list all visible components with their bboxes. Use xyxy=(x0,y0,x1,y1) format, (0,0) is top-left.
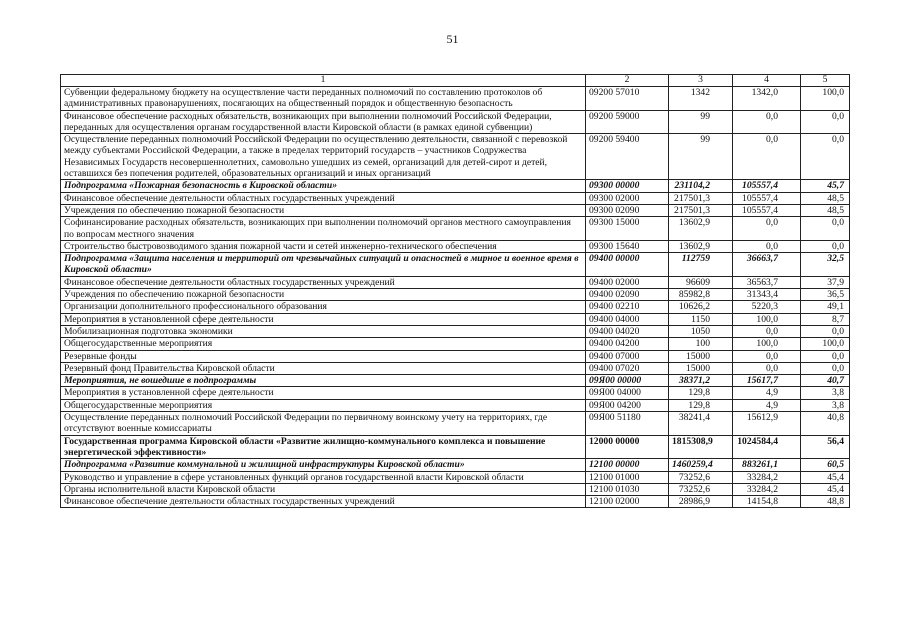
row-value-col4: 105557,4 xyxy=(733,180,801,192)
row-value-col4: 0,0 xyxy=(733,134,801,180)
table-row xyxy=(61,399,850,411)
table-row xyxy=(61,325,850,337)
row-name-cell: Организации дополнительного профессионального образования xyxy=(61,301,586,313)
row-value-col5: 56,4 xyxy=(801,435,850,459)
row-value-col3: 231104,2 xyxy=(669,180,733,192)
row-name-cell: Подпрограмма «Пожарная безопасность в Кировской области» xyxy=(61,180,586,192)
row-value-col5: 45,4 xyxy=(801,471,850,483)
table-row xyxy=(61,180,850,192)
table-row xyxy=(61,375,850,387)
table-row xyxy=(61,435,850,459)
row-code-cell: 09300 02090 xyxy=(586,204,669,216)
table-row xyxy=(61,204,850,216)
row-value-col4: 0,0 xyxy=(733,240,801,252)
row-value-col3: 1460259,4 xyxy=(669,459,733,471)
row-value-col5: 45,4 xyxy=(801,483,850,495)
row-value-col4: 105557,4 xyxy=(733,192,801,204)
row-value-col4: 31343,4 xyxy=(733,289,801,301)
row-value-col4: 15617,7 xyxy=(733,375,801,387)
row-value-col5: 48,5 xyxy=(801,204,850,216)
table-row xyxy=(61,192,850,204)
row-name-cell: Осуществление переданных полномочий Российской Федерации по осуществлению деятельности, связанной с перевозкой между субъектами Российской Федерации, а также в пределах территорий государств – участников Содружества Независимых Государств несовершеннолетних, самовольно ушедших из семей, организаций для детей-сирот и детей, оставшихся без попечения родителей, образовательных организаций и иных организаций xyxy=(61,134,586,180)
row-value-col4: 0,0 xyxy=(733,362,801,374)
table-row xyxy=(61,289,850,301)
row-value-col5: 45,7 xyxy=(801,180,850,192)
row-value-col3: 73252,6 xyxy=(669,483,733,495)
row-value-col4: 0,0 xyxy=(733,217,801,241)
row-value-col3: 1815308,9 xyxy=(669,435,733,459)
row-name-cell: Осуществление переданных полномочий Российской Федерации по первичному воинскому учету на территориях, где отсутствуют военные комиссариаты xyxy=(61,412,586,436)
row-value-col5: 3,8 xyxy=(801,399,850,411)
row-code-cell: 09300 15640 xyxy=(586,240,669,252)
row-code-cell: 12000 00000 xyxy=(586,435,669,459)
row-code-cell: 12100 01030 xyxy=(586,483,669,495)
row-code-cell: 12100 00000 xyxy=(586,459,669,471)
row-value-col4: 14154,8 xyxy=(733,496,801,508)
row-name-cell: Мероприятия, не вошедшие в подпрограммы xyxy=(61,375,586,387)
row-value-col5: 0,0 xyxy=(801,325,850,337)
row-value-col4: 36563,7 xyxy=(733,276,801,288)
table-row xyxy=(61,471,850,483)
row-value-col3: 10626,2 xyxy=(669,301,733,313)
row-value-col5: 3,8 xyxy=(801,387,850,399)
row-value-col5: 37,9 xyxy=(801,276,850,288)
row-value-col5: 0,0 xyxy=(801,350,850,362)
table-row xyxy=(61,412,850,436)
row-name-cell: Мобилизационная подготовка экономики xyxy=(61,325,586,337)
row-name-cell: Органы исполнительной власти Кировской области xyxy=(61,483,586,495)
row-name-cell: Общегосударственные мероприятия xyxy=(61,399,586,411)
column-header: 3 xyxy=(669,75,733,87)
row-value-col4: 4,9 xyxy=(733,387,801,399)
row-name-cell: Подпрограмма «Защита населения и территорий от чрезвычайных ситуаций и опасностей в мирное и военное время в Кировской области» xyxy=(61,253,586,277)
column-header: 2 xyxy=(586,75,669,87)
row-value-col3: 38241,4 xyxy=(669,412,733,436)
row-value-col3: 217501,3 xyxy=(669,192,733,204)
row-code-cell: 09400 07020 xyxy=(586,362,669,374)
row-value-col5: 100,0 xyxy=(801,87,850,111)
row-value-col4: 33284,2 xyxy=(733,471,801,483)
row-name-cell: Подпрограмма «Развитие коммунальной и жилищной инфраструктуры Кировской области» xyxy=(61,459,586,471)
row-value-col5: 40,8 xyxy=(801,412,850,436)
row-code-cell: 09200 57010 xyxy=(586,87,669,111)
row-value-col3: 129,8 xyxy=(669,387,733,399)
column-header: 5 xyxy=(801,75,850,87)
row-value-col5: 48,5 xyxy=(801,192,850,204)
row-value-col4: 100,0 xyxy=(733,338,801,350)
row-value-col4: 15612,9 xyxy=(733,412,801,436)
row-value-col5: 8,7 xyxy=(801,313,850,325)
row-value-col5: 40,7 xyxy=(801,375,850,387)
row-value-col4: 5220,3 xyxy=(733,301,801,313)
table-row xyxy=(61,134,850,180)
row-value-col3: 129,8 xyxy=(669,399,733,411)
row-code-cell: 12100 01000 xyxy=(586,471,669,483)
table-row xyxy=(61,350,850,362)
row-name-cell: Руководство и управление в сфере установленных функций органов государственной власти Кировской области xyxy=(61,471,586,483)
table-row xyxy=(61,110,850,134)
row-name-cell: Учреждения по обеспечению пожарной безопасности xyxy=(61,289,586,301)
row-value-col4: 0,0 xyxy=(733,325,801,337)
row-value-col5: 32,5 xyxy=(801,253,850,277)
row-value-col3: 28986,9 xyxy=(669,496,733,508)
table-row xyxy=(61,362,850,374)
row-value-col5: 0,0 xyxy=(801,240,850,252)
row-value-col3: 15000 xyxy=(669,362,733,374)
row-code-cell: 09200 59400 xyxy=(586,134,669,180)
table-row xyxy=(61,301,850,313)
row-code-cell: 09400 04200 xyxy=(586,338,669,350)
table-row xyxy=(61,483,850,495)
row-name-cell: Мероприятия в установленной сфере деятельности xyxy=(61,387,586,399)
table-row xyxy=(61,313,850,325)
row-code-cell: 09Я00 04200 xyxy=(586,399,669,411)
row-value-col3: 100 xyxy=(669,338,733,350)
row-code-cell: 09300 15000 xyxy=(586,217,669,241)
row-code-cell: 09300 02000 xyxy=(586,192,669,204)
row-value-col3: 112759 xyxy=(669,253,733,277)
row-value-col3: 1150 xyxy=(669,313,733,325)
page-number: 51 xyxy=(446,32,459,46)
row-name-cell: Учреждения по обеспечению пожарной безопасности xyxy=(61,204,586,216)
row-value-col4: 0,0 xyxy=(733,110,801,134)
table-row xyxy=(61,240,850,252)
row-value-col3: 13602,9 xyxy=(669,240,733,252)
row-name-cell: Субвенции федеральному бюджету на осуществление части переданных полномочий по составлению протоколов об административных правонарушениях, посягающих на общественный порядок и общественную безопасность xyxy=(61,87,586,111)
row-value-col3: 99 xyxy=(669,134,733,180)
row-code-cell: 09400 02210 xyxy=(586,301,669,313)
row-value-col4: 883261,1 xyxy=(733,459,801,471)
row-value-col4: 33284,2 xyxy=(733,483,801,495)
row-value-col4: 1342,0 xyxy=(733,87,801,111)
table-row xyxy=(61,253,850,277)
row-value-col5: 100,0 xyxy=(801,338,850,350)
row-value-col5: 0,0 xyxy=(801,217,850,241)
row-value-col4: 4,9 xyxy=(733,399,801,411)
row-code-cell: 09400 07000 xyxy=(586,350,669,362)
row-code-cell: 09400 02000 xyxy=(586,276,669,288)
row-value-col4: 36663,7 xyxy=(733,253,801,277)
row-code-cell: 09200 59000 xyxy=(586,110,669,134)
row-value-col3: 38371,2 xyxy=(669,375,733,387)
row-value-col5: 48,8 xyxy=(801,496,850,508)
row-name-cell: Строительство быстровозводимого здания пожарной части и сетей инженерно-технического обеспечения xyxy=(61,240,586,252)
row-value-col3: 73252,6 xyxy=(669,471,733,483)
row-code-cell: 09Я00 00000 xyxy=(586,375,669,387)
table-row xyxy=(61,459,850,471)
row-value-col4: 105557,4 xyxy=(733,204,801,216)
budget-table xyxy=(60,74,850,508)
row-code-cell: 09Я00 04000 xyxy=(586,387,669,399)
row-code-cell: 09400 04000 xyxy=(586,313,669,325)
row-name-cell: Финансовое обеспечение деятельности областных государственных учреждений xyxy=(61,496,586,508)
table-row xyxy=(61,387,850,399)
row-name-cell: Финансовое обеспечение деятельности областных государственных учреждений xyxy=(61,276,586,288)
row-code-cell: 09400 04020 xyxy=(586,325,669,337)
row-value-col4: 1024584,4 xyxy=(733,435,801,459)
row-name-cell: Резервный фонд Правительства Кировской области xyxy=(61,362,586,374)
row-value-col3: 217501,3 xyxy=(669,204,733,216)
row-value-col3: 15000 xyxy=(669,350,733,362)
table-row xyxy=(61,276,850,288)
row-name-cell: Государственная программа Кировской области «Развитие жилищно-коммунального комплекса и повышение энергетической эффективности» xyxy=(61,435,586,459)
row-value-col3: 96609 xyxy=(669,276,733,288)
row-value-col3: 85982,8 xyxy=(669,289,733,301)
row-value-col3: 1342 xyxy=(669,87,733,111)
row-value-col5: 0,0 xyxy=(801,110,850,134)
row-value-col5: 0,0 xyxy=(801,362,850,374)
row-code-cell: 09300 00000 xyxy=(586,180,669,192)
row-code-cell: 09Я00 51180 xyxy=(586,412,669,436)
row-value-col4: 0,0 xyxy=(733,350,801,362)
row-value-col5: 60,5 xyxy=(801,459,850,471)
row-value-col3: 13602,9 xyxy=(669,217,733,241)
row-code-cell: 09400 00000 xyxy=(586,253,669,277)
row-value-col3: 99 xyxy=(669,110,733,134)
row-value-col5: 0,0 xyxy=(801,134,850,180)
row-value-col4: 100,0 xyxy=(733,313,801,325)
row-name-cell: Финансовое обеспечение расходных обязательств, возникающих при выполнении полномочий Российской Федерации, переданных для осуществления органам государственной власти Кировской области (в рамках единой субвенции) xyxy=(61,110,586,134)
table-row xyxy=(61,338,850,350)
table-row xyxy=(61,217,850,241)
row-value-col5: 36,5 xyxy=(801,289,850,301)
row-name-cell: Общегосударственные мероприятия xyxy=(61,338,586,350)
row-code-cell: 12100 02000 xyxy=(586,496,669,508)
table-header-row xyxy=(61,75,850,87)
column-header: 4 xyxy=(733,75,801,87)
row-code-cell: 09400 02090 xyxy=(586,289,669,301)
row-name-cell: Мероприятия в установленной сфере деятельности xyxy=(61,313,586,325)
row-name-cell: Софинансирование расходных обязательств, возникающих при выполнении полномочий органов местного самоуправления по вопросам местного значения xyxy=(61,217,586,241)
row-name-cell: Финансовое обеспечение деятельности областных государственных учреждений xyxy=(61,192,586,204)
row-value-col5: 49,1 xyxy=(801,301,850,313)
table-row xyxy=(61,496,850,508)
row-name-cell: Резервные фонды xyxy=(61,350,586,362)
table-row xyxy=(61,87,850,111)
row-value-col3: 1050 xyxy=(669,325,733,337)
column-header: 1 xyxy=(61,75,586,87)
